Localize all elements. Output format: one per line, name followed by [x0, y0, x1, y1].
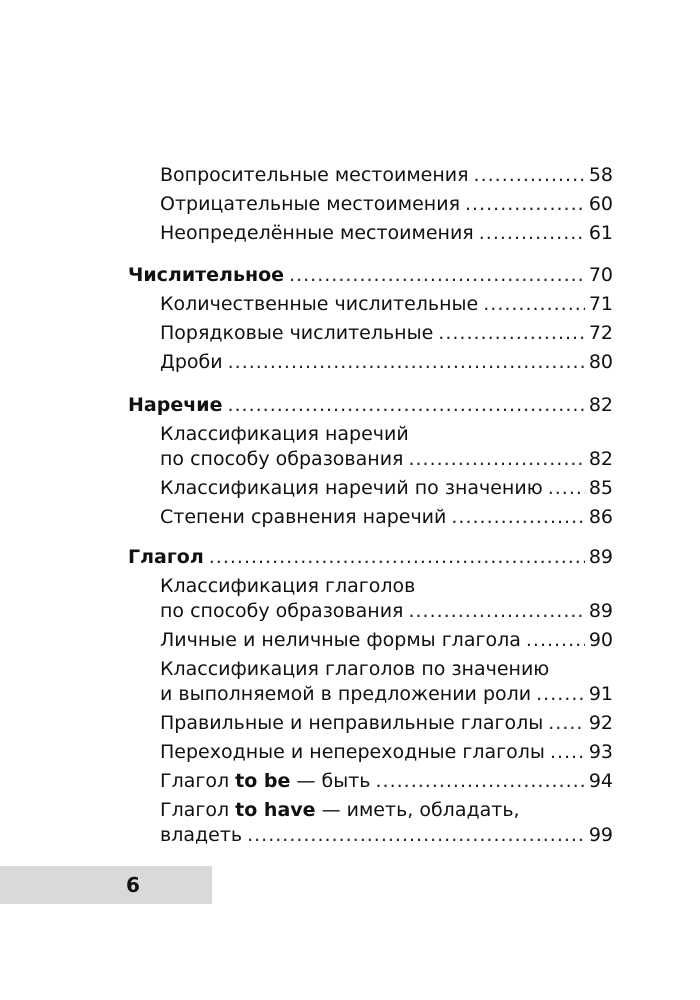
dot-leader: [479, 219, 585, 247]
entry-page: 60: [588, 193, 613, 215]
entry-page: 94: [588, 770, 613, 792]
section-page: 82: [588, 394, 613, 416]
dot-leader: [289, 261, 585, 289]
dot-leader: [228, 348, 585, 376]
section-title: Числительное: [128, 264, 285, 286]
dot-leader: [408, 445, 584, 473]
toc-entry-fractions[interactable]: [160, 348, 613, 376]
entry-title-line1: Классификация глаголов по значению: [160, 658, 550, 680]
toc-entry-adverb-comparison[interactable]: [160, 503, 613, 531]
toc-section-adverb[interactable]: [128, 391, 613, 419]
toc-entry-adverbs-by-formation[interactable]: [160, 445, 613, 473]
entry-title: Порядковые числительные: [160, 322, 434, 344]
dot-leader: [548, 474, 585, 502]
section-page: 89: [588, 546, 613, 568]
entry-title: Степени сравнения наречий: [160, 506, 447, 528]
entry-title-line2: по способу образования: [160, 600, 404, 622]
entry-title: Классификация наречий по значению: [160, 477, 543, 499]
entry-page: 99: [588, 824, 613, 846]
entry-page: 89: [588, 600, 613, 622]
entry-title: Отрицательные местоимения: [160, 193, 460, 215]
toc-entry-verbs-by-meaning[interactable]: [160, 680, 613, 708]
dot-leader: [376, 767, 585, 795]
entry-title-line1: [160, 796, 520, 824]
entry-title-line1: Классификация наречий: [160, 423, 409, 445]
entry-page: 90: [588, 629, 613, 651]
toc-entry-indefinite-pronouns[interactable]: [160, 219, 613, 247]
entry-page: 86: [588, 506, 613, 528]
entry-page: 58: [588, 164, 613, 186]
dot-leader: [548, 709, 585, 737]
entry-page: 71: [588, 293, 613, 315]
dot-leader: [438, 319, 585, 347]
entry-title: [160, 767, 371, 795]
dot-leader: [550, 738, 585, 766]
english-term: to have: [235, 799, 316, 821]
entry-title-line2: владеть: [160, 824, 243, 846]
section-page: 70: [588, 264, 613, 286]
entry-title-line2: по способу образования: [160, 448, 404, 470]
entry-page: 72: [588, 322, 613, 344]
toc-section-verb[interactable]: [128, 543, 613, 571]
entry-suffix: — быть: [290, 770, 371, 792]
entry-title: Вопросительные местоимения: [160, 164, 469, 186]
dot-leader: [536, 680, 585, 708]
entry-page: 85: [588, 477, 613, 499]
page-number: 6: [126, 873, 140, 897]
page-number-tab: [0, 866, 212, 904]
entry-page: 80: [588, 351, 613, 373]
toc-entry-verb-forms[interactable]: [160, 626, 613, 654]
dot-leader: [526, 626, 585, 654]
dot-leader: [209, 543, 585, 571]
entry-title: Количественные числительные: [160, 293, 479, 315]
entry-suffix: — иметь, обладать,: [315, 799, 520, 821]
toc-entry-verb-to-have[interactable]: [160, 821, 613, 849]
entry-page: 61: [588, 222, 613, 244]
entry-title-line2: и выполняемой в предложении роли: [160, 683, 532, 705]
toc-entry-negative-pronouns[interactable]: [160, 190, 613, 218]
dot-leader: [247, 821, 585, 849]
entry-title: Неопределённые местоимения: [160, 222, 474, 244]
entry-title: Дроби: [160, 351, 223, 373]
toc-entry-regular-irregular-verbs[interactable]: [160, 709, 613, 737]
entry-page: 93: [588, 741, 613, 763]
entry-prefix: Глагол: [160, 799, 236, 821]
entry-page: 91: [588, 683, 613, 705]
toc-entry-transitive-verbs[interactable]: [160, 738, 613, 766]
dot-leader: [483, 290, 585, 318]
toc-entry-verbs-by-formation[interactable]: [160, 597, 613, 625]
entry-page: 82: [588, 448, 613, 470]
dot-leader: [451, 503, 584, 531]
toc-entry-cardinal-numerals[interactable]: [160, 290, 613, 318]
entry-prefix: Глагол: [160, 770, 236, 792]
entry-page: 92: [588, 712, 613, 734]
entry-title-line1: Классификация глаголов: [160, 575, 416, 597]
entry-title: Личные и неличные формы глагола: [160, 629, 521, 651]
entry-title: Правильные и неправильные глаголы: [160, 712, 544, 734]
toc-entry-adverbs-by-meaning[interactable]: [160, 474, 613, 502]
english-term: to be: [235, 770, 291, 792]
dot-leader: [227, 391, 584, 419]
dot-leader: [408, 597, 584, 625]
entry-title: Переходные и непереходные глаголы: [160, 741, 545, 763]
section-title: Наречие: [128, 394, 223, 416]
section-title: Глагол: [128, 546, 204, 568]
dot-leader: [465, 190, 585, 218]
toc-section-numeral[interactable]: [128, 261, 613, 289]
toc-entry-verb-to-be[interactable]: [160, 767, 613, 795]
dot-leader: [474, 161, 585, 189]
toc-entry-interrogative-pronouns[interactable]: [160, 161, 613, 189]
toc-entry-ordinal-numerals[interactable]: [160, 319, 613, 347]
